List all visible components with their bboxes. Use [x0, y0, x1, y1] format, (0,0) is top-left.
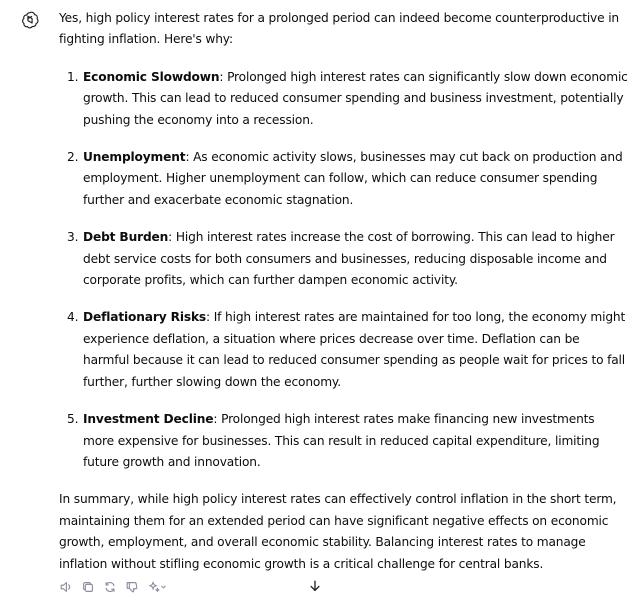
list-number: 4. — [67, 310, 79, 325]
list-item-body — [83, 409, 629, 473]
dislike-button[interactable] — [124, 579, 140, 595]
message-content — [59, 8, 629, 575]
list-item-text: : If high interest rates are maintained for too long, the economy might experience deflation, a situation where prices decrease over time. Deflation can be harmful because it can lead to reduced consumer spending as people wait for prices to fall further, further slowing down the economy. — [83, 310, 626, 389]
list-item — [59, 227, 629, 291]
list-item-term: Investment Decline — [83, 412, 214, 427]
copy-icon — [81, 580, 95, 594]
list-item — [59, 409, 629, 473]
regenerate-button[interactable] — [102, 579, 118, 595]
thumbs-down-icon — [125, 580, 139, 594]
list-item-text: : Prolonged high interest rates can significantly slow down economic growth. This can lead to reduced consumer spending and business investment, potentially pushing the economy into a recession. — [83, 69, 628, 127]
arrow-down-icon — [308, 578, 322, 597]
sparkle-icon — [146, 580, 168, 594]
list-item-term: Unemployment — [83, 150, 186, 165]
intro-paragraph: Yes, high policy interest rates for a prolonged period can indeed become counterproductive in fighting inflation. Here's why: — [59, 11, 620, 47]
list-number: 5. — [67, 412, 79, 427]
list-item — [59, 67, 629, 131]
list-number: 1. — [67, 69, 79, 84]
list-item-body — [83, 307, 629, 393]
list-item-text: : Prolonged high interest rates make financing new investments more expensive for businesses. This can result in reduced capital expenditure, limiting future growth and innovation. — [83, 412, 600, 469]
list-number: 2. — [67, 150, 79, 165]
scroll-down-button[interactable] — [306, 578, 324, 596]
refresh-icon — [103, 580, 117, 594]
list-item-term: Debt Burden — [83, 230, 169, 245]
openai-logo-icon — [20, 10, 40, 30]
list-item-term: Deflationary Risks — [83, 310, 207, 325]
list-item — [59, 307, 629, 393]
message-actions — [58, 579, 168, 595]
speaker-icon — [59, 580, 73, 594]
list-item-text: : As economic activity slows, businesses may cut back on production and employment. Higher unemployment can follow, which can reduce consumer spending further and exacerbate economic stagnation. — [83, 150, 623, 207]
list-item-term: Economic Slowdown — [83, 69, 220, 84]
list-item-text: : High interest rates increase the cost of borrowing. This can lead to higher debt service costs for both consumers and businesses, reducing disposable income and corporate profits, which can further dampen economic activity. — [83, 230, 615, 288]
list-item — [59, 147, 629, 211]
copy-button[interactable] — [80, 579, 96, 595]
change-model-button[interactable] — [146, 579, 168, 595]
read-aloud-button[interactable] — [58, 579, 74, 595]
reasons-list — [59, 67, 629, 474]
list-item-body — [83, 227, 629, 291]
list-item-body — [83, 67, 629, 131]
list-number: 3. — [67, 230, 79, 245]
summary-paragraph: In summary, while high policy interest rates can effectively control inflation in the short term, maintaining them for an extended period can have significant negative effects on economic growth, employment, and overall economic stability. Balancing interest rates to manage inflation without stifling economic growth is a critical challenge for central banks. — [59, 492, 617, 571]
list-item-body — [83, 147, 629, 211]
